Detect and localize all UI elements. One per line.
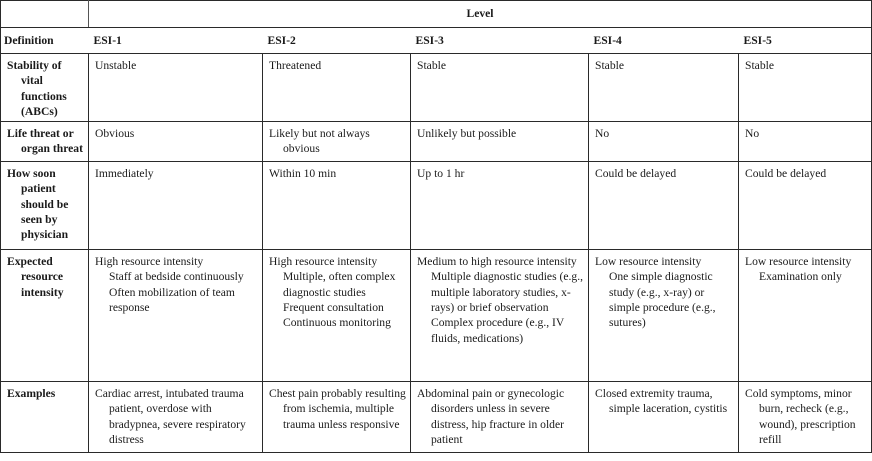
cell-esi-4 [589,162,739,250]
cell-esi-4 [589,54,739,122]
cell-esi-5 [739,250,872,382]
cell-esi-1 [89,122,263,162]
cell-main-text: High resource intensity [269,255,378,269]
cell-main-text: Closed extremity trauma, simple laceration, cystitis [595,387,728,416]
column-header-definition: Definition [1,28,89,54]
cell-main-text: No [595,127,610,141]
column-header-esi-2: ESI-2 [263,28,411,54]
row-label [1,162,89,250]
cell-main-text: Unlikely but possible [417,127,517,141]
cell-esi-1 [89,162,263,250]
cell-esi-3 [411,382,589,453]
cell-main-text: Chest pain probably resulting from ischemia, multiple trauma unless responsive [269,387,406,431]
cell-esi-1 [89,54,263,122]
cell-main-text: Low resource intensity [595,255,702,269]
cell-esi-4 [589,122,739,162]
cell-esi-4 [589,250,739,382]
row-label-text: Expected resource intensity [7,255,64,299]
cell-main-text: Medium to high resource intensity [417,255,577,269]
cell-esi-5 [739,162,872,250]
cell-main-text: Likely but not always obvious [269,127,370,156]
cell-esi-2 [263,122,411,162]
column-header-row [1,28,872,54]
cell-main-text: Could be delayed [745,167,827,181]
cell-esi-3 [411,122,589,162]
cell-esi-3 [411,54,589,122]
row-label-text: Stability of vital functions (ABCs) [7,59,67,118]
cell-esi-3 [411,250,589,382]
cell-esi-2 [263,250,411,382]
cell-main-text: Unstable [95,59,137,72]
table-row [1,382,872,453]
cell-esi-2 [263,162,411,250]
cell-main-text: Low resource intensity [745,255,852,269]
cell-sub-item: One simple diagnostic study (e.g., x-ray) or simple procedure (e.g., sutures) [609,270,716,330]
row-label [1,122,89,162]
column-header-esi-5: ESI-5 [739,28,872,54]
cell-main-text: Stable [595,59,624,72]
cell-main-text: Abdominal pain or gynecologic disorders unless in severe distress, hip fracture in older patient [417,387,565,447]
cell-main-text: Obvious [95,127,135,141]
group-header-level: Level [89,1,872,28]
cell-main-text: Threatened [269,59,322,72]
cell-main-text: High resource intensity [95,255,204,269]
column-header-esi-1: ESI-1 [89,28,263,54]
cell-sub-item: Frequent consultation [283,301,384,315]
cell-esi-2 [263,54,411,122]
cell-esi-4 [589,382,739,453]
cell-main-text: No [745,127,760,141]
cell-sub-item: Examination only [759,270,842,284]
cell-sub-item: Often mobilization of team response [109,285,235,315]
cell-sub-item: Staff at bedside continuously [109,270,244,284]
cell-esi-5 [739,382,872,453]
row-label-text: How soon patient should be seen by physician [7,167,69,242]
cell-main-text: Immediately [95,167,154,181]
row-label-text: Examples [7,387,56,401]
row-label-text: Life threat or organ threat [7,127,83,156]
row-label [1,54,89,122]
cell-esi-3 [411,162,589,250]
cell-main-text: Stable [745,59,774,72]
table-row [1,162,872,250]
row-label [1,382,89,453]
table-row [1,122,872,162]
cell-main-text: Cold symptoms, minor burn, recheck (e.g., wound), prescription refill [745,387,856,447]
group-header-blank [1,1,89,28]
cell-sub-item: Multiple diagnostic studies (e.g., multiple laboratory studies, x-rays) or brief observation [431,270,583,315]
cell-main-text: Up to 1 hr [417,167,465,181]
row-label [1,250,89,382]
cell-esi-1 [89,250,263,382]
cell-esi-5 [739,54,872,122]
cell-main-text: Stable [417,59,446,72]
cell-esi-5 [739,122,872,162]
cell-main-text: Within 10 min [269,167,337,181]
cell-sub-item: Continuous monitoring [283,316,391,330]
cell-main-text: Could be delayed [595,167,677,181]
column-header-esi-3: ESI-3 [411,28,589,54]
cell-sub-item: Multiple, often complex diagnostic studies [283,270,396,299]
cell-esi-2 [263,382,411,453]
column-header-esi-4: ESI-4 [589,28,739,54]
group-header-row [1,1,872,28]
table-row [1,54,872,122]
cell-main-text: Cardiac arrest, intubated trauma patient, overdose with bradypnea, severe respiratory distress [95,387,246,447]
cell-esi-1 [89,382,263,453]
table-row [1,250,872,382]
cell-sub-item: Complex procedure (e.g., IV fluids, medications) [431,316,565,345]
